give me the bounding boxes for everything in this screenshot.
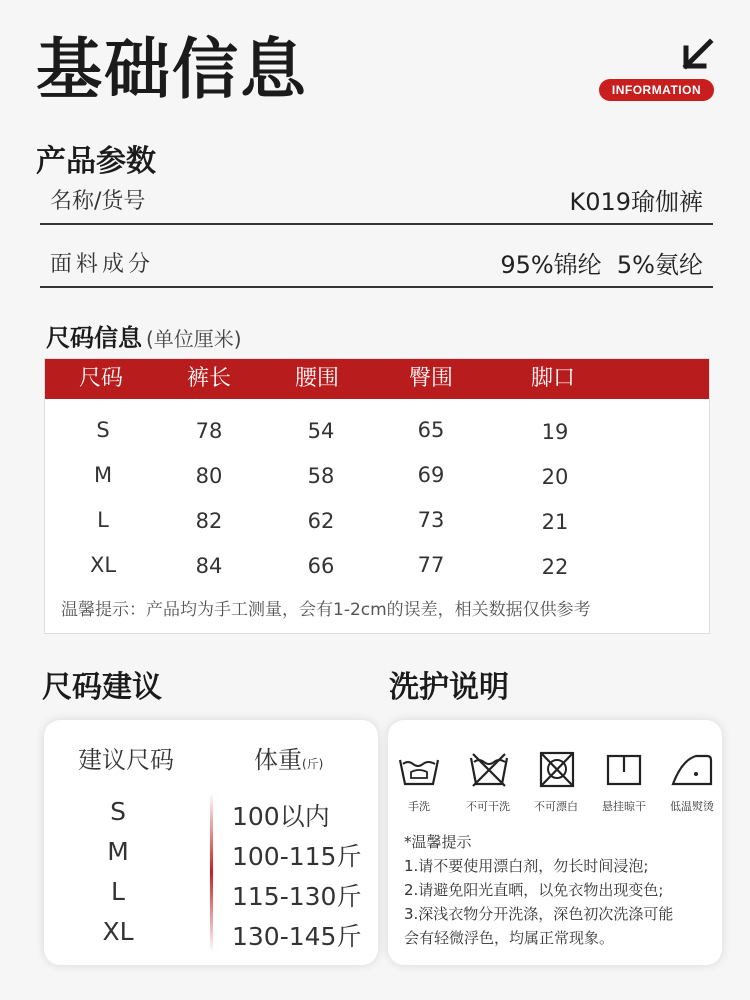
cell-hem: 21 bbox=[541, 510, 569, 534]
cell-hem: 19 bbox=[541, 420, 569, 444]
care-title: 洗护说明 bbox=[389, 670, 509, 705]
params-title: 产品参数 bbox=[36, 144, 156, 179]
cell-waist: 66 bbox=[307, 554, 335, 578]
size-info-title bbox=[46, 318, 242, 353]
recommend-col-weight-text: 体重 bbox=[254, 746, 302, 774]
param-row-name bbox=[40, 175, 713, 225]
cell-length: 84 bbox=[195, 554, 223, 578]
low-iron-icon bbox=[670, 750, 714, 790]
cell-waist: 62 bbox=[307, 509, 335, 533]
hang-dry-icon bbox=[602, 750, 646, 790]
recommend-weight: 130-145斤 bbox=[232, 922, 362, 951]
cell-hem: 20 bbox=[541, 465, 569, 489]
cell-size: XL bbox=[89, 553, 117, 577]
col-hip: 臀围 bbox=[408, 366, 454, 391]
hand-wash-icon bbox=[397, 750, 441, 790]
care-label: 不可漂白 bbox=[534, 800, 578, 813]
recommend-col-size: 建议尺码 bbox=[78, 746, 174, 774]
param-value: 95%锦纶 5%氨纶 bbox=[500, 251, 703, 279]
care-note: 3.深浅衣物分开洗涤，深色初次洗涤可能 bbox=[404, 905, 674, 923]
col-hem: 脚口 bbox=[530, 366, 576, 391]
no-tumble-wash-icon bbox=[467, 750, 511, 790]
recommend-weight: 100以内 bbox=[232, 802, 330, 831]
col-waist: 腰围 bbox=[294, 366, 340, 391]
care-label: 手洗 bbox=[408, 800, 430, 813]
param-row-fabric bbox=[40, 238, 713, 288]
size-info-title-text: 尺码信息 bbox=[46, 324, 142, 352]
information-badge: INFORMATION bbox=[599, 79, 714, 101]
care-note: *温馨提示 bbox=[404, 833, 472, 851]
cell-waist: 58 bbox=[307, 464, 335, 488]
page-title: 基础信息 bbox=[36, 31, 308, 108]
recommend-size-text: S bbox=[110, 797, 126, 826]
recommend-divider bbox=[210, 792, 213, 952]
col-size: 尺码 bbox=[78, 366, 124, 391]
recommend-col-weight-unit: (斤) bbox=[302, 757, 324, 771]
care-note: 会有轻微浮色，均属正常现象。 bbox=[404, 929, 615, 947]
size-recommend-card bbox=[44, 720, 378, 965]
care-note: 2.请避免阳光直晒，以免衣物出现变色; bbox=[404, 881, 664, 899]
param-key: 名称/货号 bbox=[50, 189, 146, 214]
arrow-down-left-icon bbox=[680, 38, 714, 72]
size-table bbox=[44, 358, 710, 634]
recommend-col-weight bbox=[254, 740, 323, 775]
cell-size: M bbox=[93, 463, 113, 487]
cell-length: 82 bbox=[195, 509, 223, 533]
care-note: 1.请不要使用漂白剂，勿长时间浸泡; bbox=[404, 857, 649, 875]
recommend-size-text: L bbox=[111, 877, 125, 906]
care-label: 悬挂晾干 bbox=[602, 800, 646, 813]
care-label: 低温熨烫 bbox=[670, 800, 714, 813]
cell-hip: 69 bbox=[417, 463, 445, 487]
recommend-weight: 115-130斤 bbox=[232, 882, 362, 911]
size-note: 温馨提示：产品均为手工测量，会有1-2cm的误差，相关数据仅供参考 bbox=[61, 600, 591, 620]
size-table-header bbox=[45, 359, 709, 399]
recommend-title: 尺码建议 bbox=[42, 670, 162, 705]
size-info-unit: (单位厘米) bbox=[146, 327, 242, 351]
recommend-size-text: M bbox=[107, 837, 129, 866]
param-value: K019瑜伽裤 bbox=[569, 188, 703, 216]
no-bleach-icon bbox=[535, 750, 579, 790]
cell-length: 78 bbox=[195, 419, 223, 443]
care-card bbox=[388, 720, 722, 965]
recommend-size-text: XL bbox=[102, 917, 134, 946]
cell-size: S bbox=[96, 418, 110, 442]
cell-length: 80 bbox=[195, 464, 223, 488]
cell-hip: 77 bbox=[417, 553, 445, 577]
param-key: 面料成分 bbox=[50, 252, 155, 277]
col-length: 裤长 bbox=[186, 366, 232, 391]
recommend-weight: 100-115斤 bbox=[232, 842, 362, 871]
cell-hip: 73 bbox=[417, 508, 445, 532]
cell-hip: 65 bbox=[417, 418, 445, 442]
cell-waist: 54 bbox=[307, 419, 335, 443]
cell-size: L bbox=[97, 508, 109, 532]
care-label: 不可干洗 bbox=[466, 800, 510, 813]
cell-hem: 22 bbox=[541, 555, 569, 579]
